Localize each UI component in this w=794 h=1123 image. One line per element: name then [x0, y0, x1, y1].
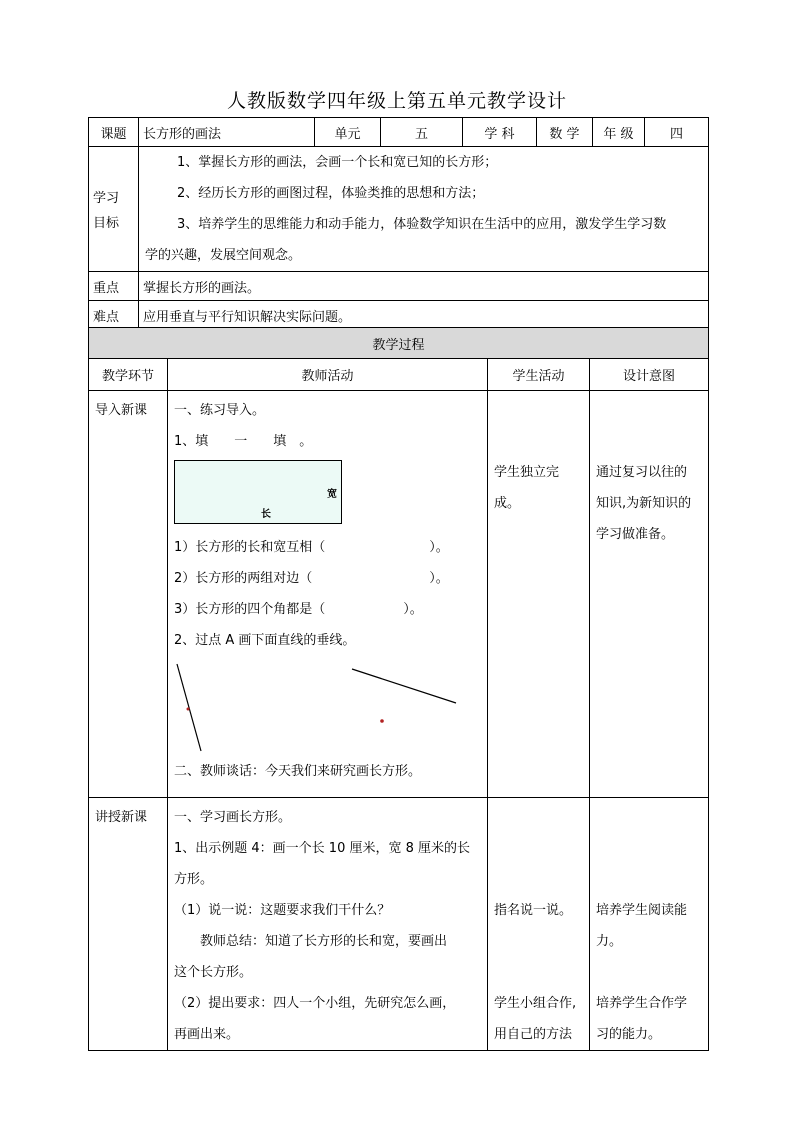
difficulty-value: 应用垂直与平行知识解决实际问题。: [139, 301, 709, 330]
process-table: [88, 327, 709, 1051]
teacher-line: 这个长方形。: [174, 965, 253, 980]
teacher-line: （1）说一说：这题要求我们干什么？: [174, 903, 391, 918]
section-new-lesson-row: [89, 798, 709, 1051]
header-student: 学生活动: [488, 359, 590, 391]
teacher-line: 一、学习画长方形。: [174, 810, 292, 825]
teacher-line: 2）长方形的两组对边（ ）。: [174, 571, 449, 586]
goals-label-cell: [89, 147, 139, 272]
goal-item: 学的兴趣，发展空间观念。: [145, 248, 302, 263]
student-activity-new-lesson: [488, 798, 590, 1051]
header-stage: 教学环节: [89, 359, 168, 391]
process-title: 教学过程: [89, 328, 709, 359]
section-intro-row: [89, 391, 709, 798]
process-title-row: [89, 328, 709, 359]
stage-new-lesson: [89, 798, 168, 1051]
intent-line: 学习做准备。: [596, 527, 675, 542]
teacher-line: 2、过点 A 画下面直线的垂线。: [174, 633, 356, 648]
intent-line: 力。: [596, 934, 623, 949]
rectangle-figure: [174, 460, 342, 524]
difficulty-label: 难点: [89, 301, 139, 330]
goal-item: 3、培养学生的思维能力和动手能力，体验数学知识在生活中的应用，激发学生学习数: [177, 217, 667, 232]
teacher-line: 1、出示例题 4：画一个长 10 厘米，宽 8 厘米的长: [174, 841, 471, 856]
point-a: [380, 719, 384, 723]
difficulty-row: [89, 301, 709, 330]
teacher-line: 一、练习导入。: [174, 403, 266, 418]
student-text: 用自己的方法: [494, 1027, 573, 1042]
unit-label: 单元: [315, 118, 381, 147]
teacher-line: 再画出来。: [174, 1027, 240, 1042]
intent-line: 培养学生阅读能: [596, 903, 688, 918]
header-teacher: 教师活动: [168, 359, 488, 391]
intent-line: 培养学生合作学: [596, 996, 688, 1011]
subject-label: 学 科: [463, 118, 537, 147]
goals-label-1: 学习: [93, 191, 120, 206]
topic-label: 课题: [89, 118, 139, 147]
line-right: [352, 669, 456, 703]
rect-length-label: 长: [261, 509, 271, 520]
key-point-value: 掌握长方形的画法。: [139, 272, 709, 301]
teacher-line: 方形。: [174, 872, 214, 887]
student-activity-intro: [488, 391, 590, 798]
topic-value: 长方形的画法: [139, 118, 315, 147]
intent-line: 习的能力。: [596, 1027, 662, 1042]
subject-value: 数 学: [537, 118, 593, 147]
student-text: 学生小组合作,: [494, 996, 577, 1011]
key-point-label: 重点: [89, 272, 139, 301]
unit-value: 五: [381, 118, 463, 147]
header-intent: 设计意图: [590, 359, 709, 391]
teacher-line: 1）长方形的长和宽互相（ ）。: [174, 540, 449, 555]
info-row: [89, 118, 709, 147]
grade-value: 四: [645, 118, 709, 147]
process-header-row: [89, 359, 709, 391]
intent-intro: [590, 391, 709, 798]
rect-width-label: 宽: [327, 489, 337, 500]
intent-line: 知识,为新知识的: [596, 496, 692, 511]
goals-cell: [139, 147, 709, 272]
point-on-left-line: [187, 708, 190, 711]
document-title: 人教版数学四年级上第五单元教学设计: [226, 90, 567, 112]
student-text: 学生独立完成。: [494, 465, 560, 511]
goal-item: 1、掌握长方形的画法，会画一个长和宽已知的长方形；: [177, 155, 498, 170]
intent-new-lesson: [590, 798, 709, 1051]
stage-label: 导入新课: [95, 403, 148, 418]
teacher-activity-intro: [168, 391, 488, 798]
teacher-activity-new-lesson: [168, 798, 488, 1051]
goals-label-2: 目标: [93, 216, 120, 231]
perpendicular-exercise-figure: [174, 656, 474, 756]
teacher-line: 3）长方形的四个角都是（ ）。: [174, 602, 423, 617]
stage-label: 讲授新课: [95, 810, 148, 825]
info-table: [88, 117, 709, 330]
teacher-line: 1、填 一 填 。: [174, 434, 313, 449]
goal-item: 2、经历长方形的画图过程，体验类推的思想和方法；: [177, 186, 485, 201]
intent-line: 通过复习以往的: [596, 465, 688, 480]
line-left: [177, 664, 201, 751]
teacher-line: 教师总结：知道了长方形的长和宽，要画出: [174, 934, 448, 949]
student-text: 指名说一说。: [494, 903, 573, 918]
goals-row: [89, 147, 709, 272]
teacher-line: 二、教师谈话：今天我们来研究画长方形。: [174, 764, 422, 779]
grade-label: 年 级: [593, 118, 645, 147]
stage-intro: [89, 391, 168, 798]
key-point-row: [89, 272, 709, 301]
teacher-line: （2）提出要求：四人一个小组，先研究怎么画，: [174, 996, 456, 1011]
